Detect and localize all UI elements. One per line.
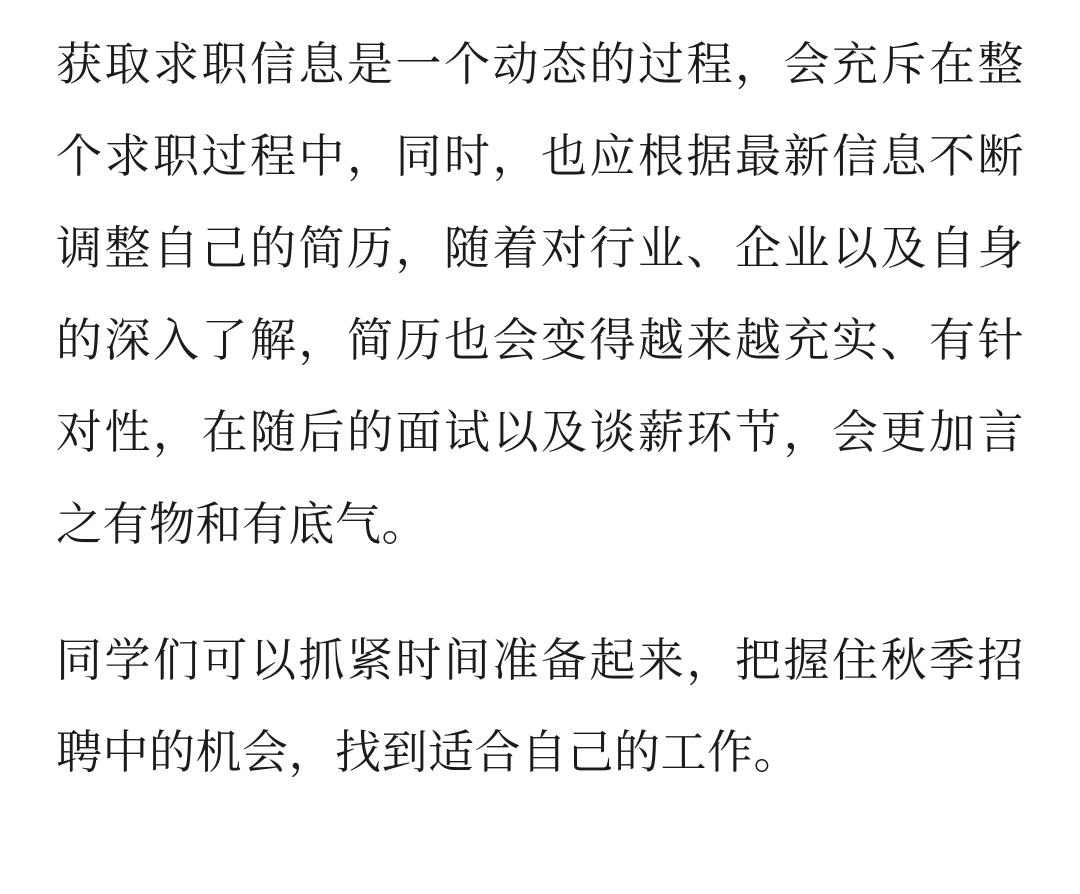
article-paragraph-1: 获取求职信息是一个动态的过程，会充斥在整个求职过程中，同时，也应根据最新信息不断调整自己的简历，随着对行业、企业以及自身的深入了解，简历也会变得越来越充实、有针对性，在随后的面试以及谈薪环节，会更加言之有物和有底气。 (56, 37, 1024, 551)
article-paragraph-2: 同学们可以抓紧时间准备起来，把握住秋季招聘中的机会，找到适合自己的工作。 (56, 633, 1024, 779)
